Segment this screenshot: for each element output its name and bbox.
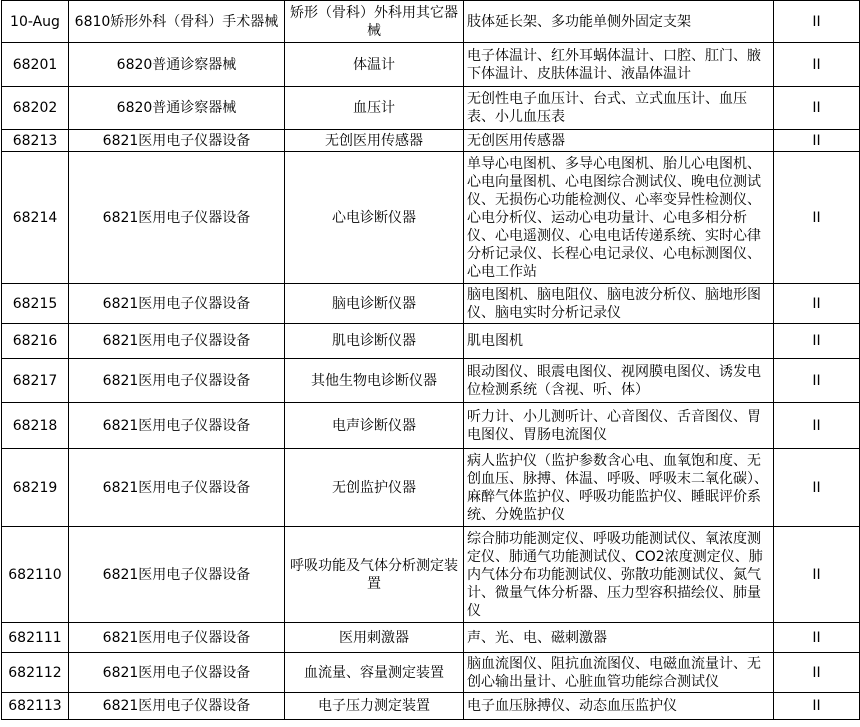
product-name-cell: 呼吸功能及气体分析测定装置	[285, 527, 464, 623]
code-cell: 68201	[2, 43, 69, 87]
category-cell: 6821医用电子仪器设备	[69, 653, 285, 693]
examples-cell: 电子血压脉搏仪、动态血压监护仪	[464, 693, 774, 720]
product-name-cell: 其他生物电诊断仪器	[285, 359, 464, 403]
management-class-cell: II	[774, 693, 860, 720]
table-row	[2, 527, 860, 623]
table-row	[2, 1, 860, 43]
code-cell: 682111	[2, 623, 69, 653]
product-name-cell: 脑电诊断仪器	[285, 284, 464, 324]
table-row	[2, 623, 860, 653]
management-class-cell: II	[774, 130, 860, 152]
product-name-cell: 无创监护仪器	[285, 449, 464, 527]
examples-cell: 肢体延长架、多功能单侧外固定支架	[464, 1, 774, 43]
table-row	[2, 284, 860, 324]
product-name-cell: 矫形（骨科）外科用其它器械	[285, 1, 464, 43]
product-name-cell: 心电诊断仪器	[285, 152, 464, 284]
code-cell: 682110	[2, 527, 69, 623]
management-class-cell: II	[774, 623, 860, 653]
code-cell: 68215	[2, 284, 69, 324]
table-row	[2, 449, 860, 527]
product-name-cell: 血压计	[285, 87, 464, 130]
management-class-cell: II	[774, 1, 860, 43]
product-name-cell: 电子压力测定装置	[285, 693, 464, 720]
management-class-cell: II	[774, 403, 860, 449]
device-classification-table	[1, 0, 860, 720]
code-cell: 682113	[2, 693, 69, 720]
code-cell: 68218	[2, 403, 69, 449]
table-row	[2, 152, 860, 284]
product-name-cell: 无创医用传感器	[285, 130, 464, 152]
code-cell: 68219	[2, 449, 69, 527]
code-cell: 68216	[2, 324, 69, 359]
examples-cell: 眼动图仪、眼震电图仪、视网膜电图仪、诱发电位检测系统（含视、听、体）	[464, 359, 774, 403]
category-cell: 6810矫形外科（骨科）手术器械	[69, 1, 285, 43]
management-class-cell: II	[774, 284, 860, 324]
management-class-cell: II	[774, 653, 860, 693]
code-cell: 682112	[2, 653, 69, 693]
category-cell: 6821医用电子仪器设备	[69, 152, 285, 284]
examples-cell: 脑电图机、脑电阻仪、脑电波分析仪、脑地形图仪、脑电实时分析记录仪	[464, 284, 774, 324]
code-cell: 68214	[2, 152, 69, 284]
category-cell: 6821医用电子仪器设备	[69, 284, 285, 324]
examples-cell: 电子体温计、红外耳蜗体温计、口腔、肛门、腋下体温计、皮肤体温计、液晶体温计	[464, 43, 774, 87]
code-cell: 68202	[2, 87, 69, 130]
management-class-cell: II	[774, 152, 860, 284]
table-body	[2, 1, 860, 720]
management-class-cell: II	[774, 527, 860, 623]
management-class-cell: II	[774, 87, 860, 130]
management-class-cell: II	[774, 449, 860, 527]
table-row	[2, 130, 860, 152]
examples-cell: 脑血流图仪、阻抗血流图仪、电磁血流量计、无创心输出量计、心脏血管功能综合测试仪	[464, 653, 774, 693]
category-cell: 6820普通诊察器械	[69, 43, 285, 87]
code-cell: 10-Aug	[2, 1, 69, 43]
management-class-cell: II	[774, 359, 860, 403]
examples-cell: 无创医用传感器	[464, 130, 774, 152]
category-cell: 6821医用电子仪器设备	[69, 527, 285, 623]
category-cell: 6821医用电子仪器设备	[69, 403, 285, 449]
category-cell: 6821医用电子仪器设备	[69, 324, 285, 359]
category-cell: 6821医用电子仪器设备	[69, 449, 285, 527]
table-row	[2, 324, 860, 359]
examples-cell: 综合肺功能测定仪、呼吸功能测试仪、氧浓度测定仪、肺通气功能测试仪、CO2浓度测定仪、肺内气体分布功能测试仪、弥散功能测试仪、氮气计、微量气体分析器、压力型容积描绘仪、肺量仪	[464, 527, 774, 623]
table-row	[2, 87, 860, 130]
examples-cell: 声、光、电、磁刺激器	[464, 623, 774, 653]
code-cell: 68213	[2, 130, 69, 152]
management-class-cell: II	[774, 43, 860, 87]
category-cell: 6820普通诊察器械	[69, 87, 285, 130]
examples-cell: 听力计、小儿测听计、心音图仪、舌音图仪、胃电图仪、胃肠电流图仪	[464, 403, 774, 449]
product-name-cell: 血流量、容量测定装置	[285, 653, 464, 693]
product-name-cell: 体温计	[285, 43, 464, 87]
code-cell: 68217	[2, 359, 69, 403]
table-row	[2, 653, 860, 693]
examples-cell: 肌电图机	[464, 324, 774, 359]
product-name-cell: 电声诊断仪器	[285, 403, 464, 449]
examples-cell: 单导心电图机、多导心电图机、胎儿心电图机、心电向量图机、心电图综合测试仪、晚电位测试仪、无损伤心功能检测仪、心率变异性检测仪、心电分析仪、运动心电功量计、心电多相分析仪、心电遥测仪、心电电话传递系统、实时心律分析记录仪、长程心电记录仪、心电标测图仪、心电工作站	[464, 152, 774, 284]
management-class-cell: II	[774, 324, 860, 359]
table-row	[2, 359, 860, 403]
category-cell: 6821医用电子仪器设备	[69, 359, 285, 403]
examples-cell: 无创性电子血压计、台式、立式血压计、血压表、小儿血压表	[464, 87, 774, 130]
category-cell: 6821医用电子仪器设备	[69, 130, 285, 152]
category-cell: 6821医用电子仪器设备	[69, 623, 285, 653]
category-cell: 6821医用电子仪器设备	[69, 693, 285, 720]
table-row	[2, 403, 860, 449]
examples-cell: 病人监护仪（监护参数含心电、血氧饱和度、无创血压、脉搏、体温、呼吸、呼吸末二氧化碳）、麻醉气体监护仪、呼吸功能监护仪、睡眠评价系统、分娩监护仪	[464, 449, 774, 527]
table-row	[2, 693, 860, 720]
product-name-cell: 医用刺激器	[285, 623, 464, 653]
product-name-cell: 肌电诊断仪器	[285, 324, 464, 359]
table-row	[2, 43, 860, 87]
